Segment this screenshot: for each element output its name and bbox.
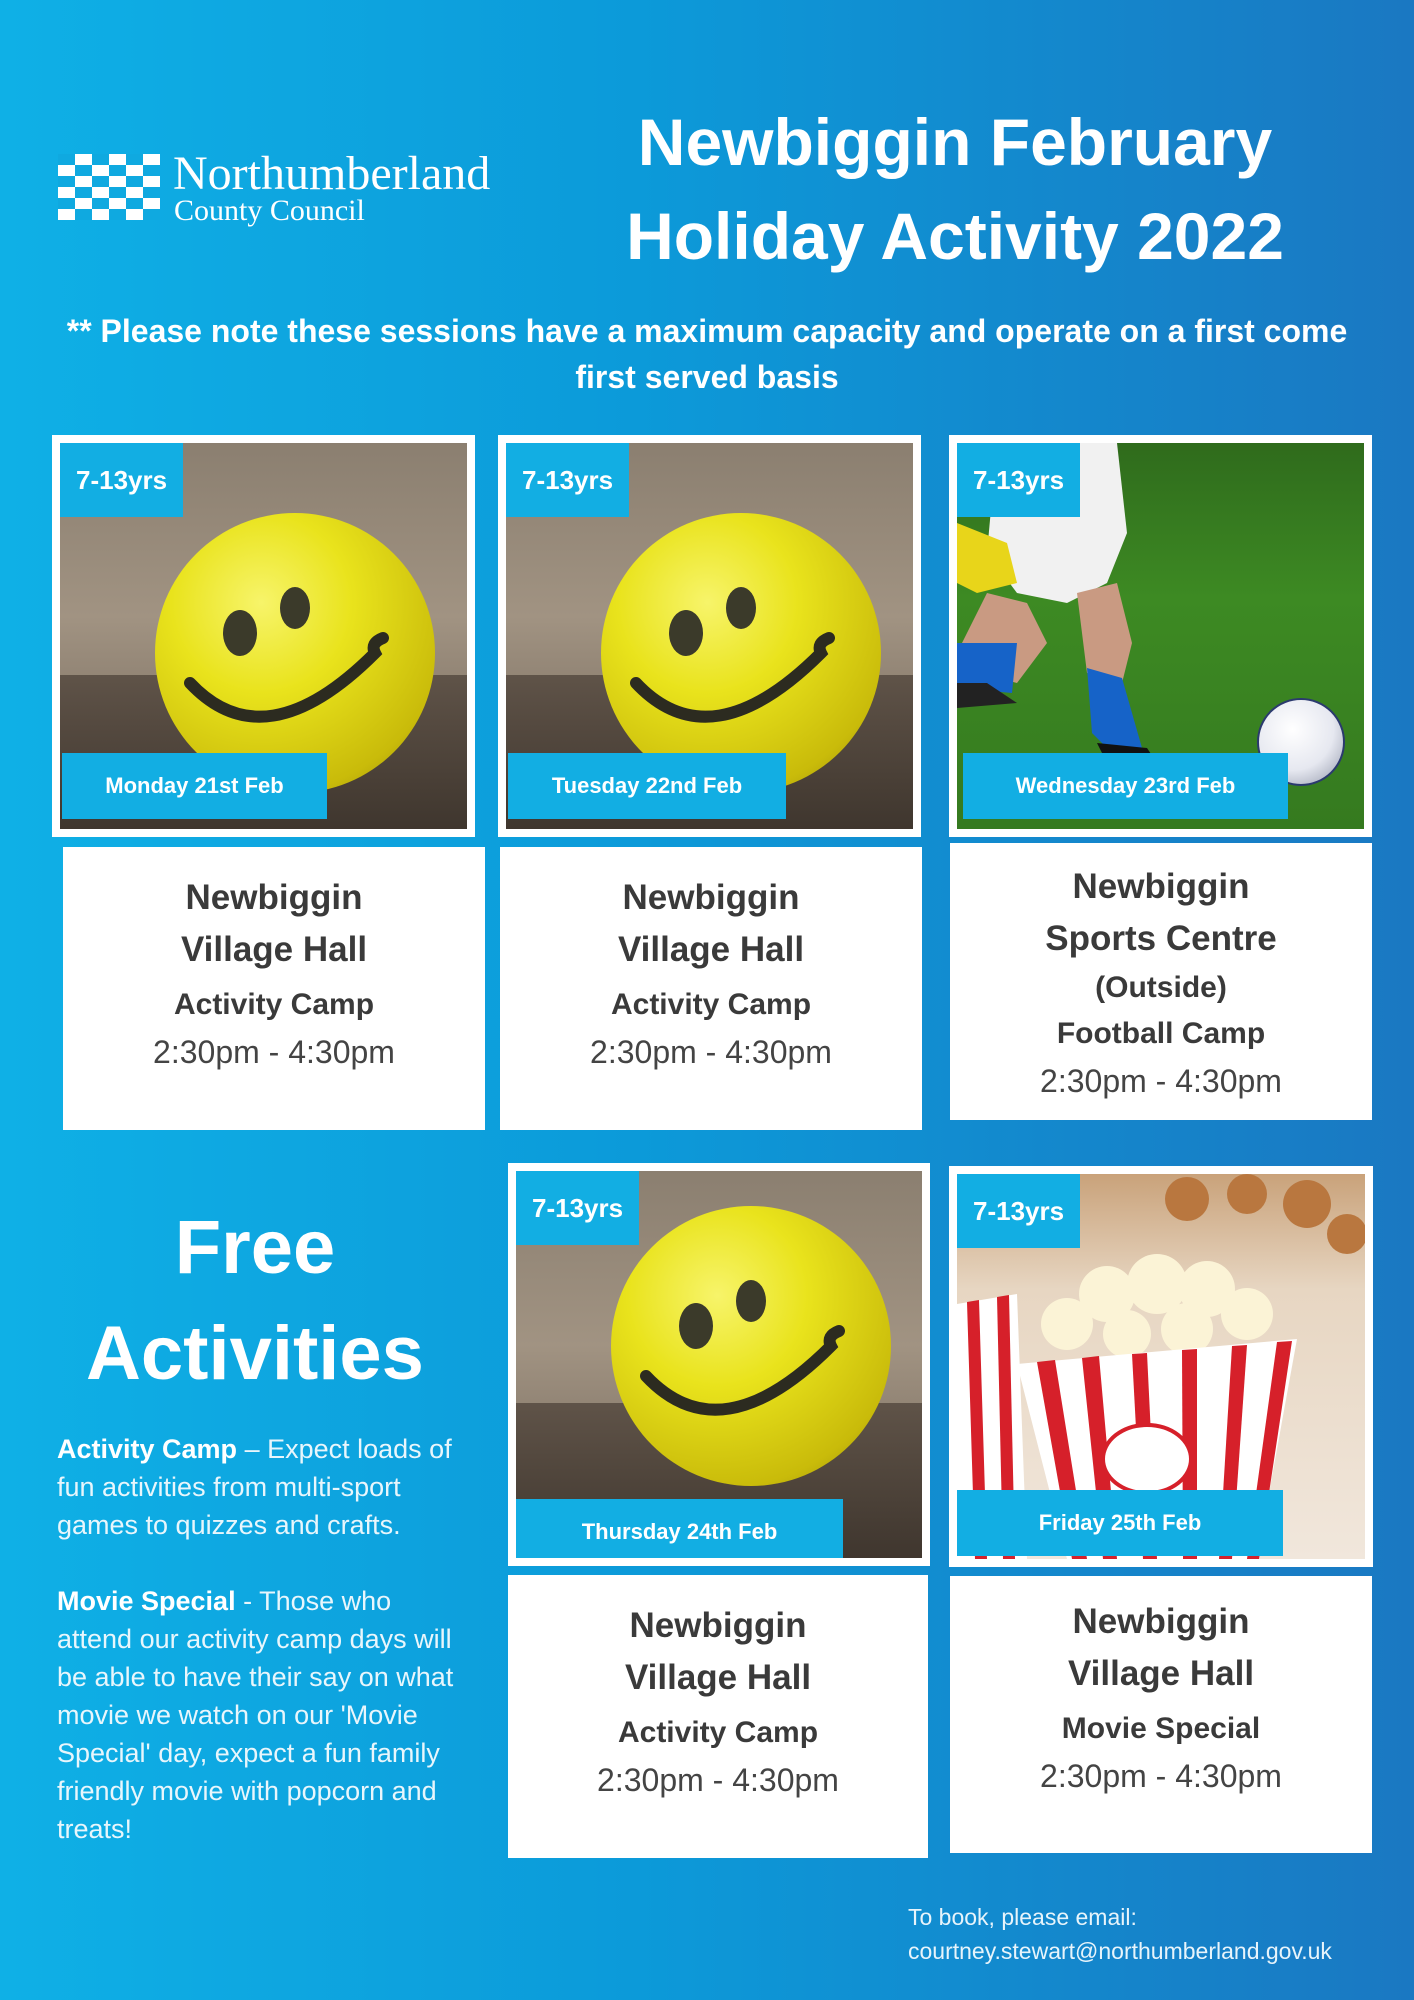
description-text: - Those who attend our activity camp days will be able to have their say on what movie we watch on our 'Movie Special' day, expect a fun family friendly movie with popcorn and treats!	[57, 1586, 454, 1844]
description-label: Activity Camp	[57, 1434, 238, 1464]
age-badge: 7-13yrs	[957, 443, 1080, 517]
session-time: 2:30pm - 4:30pm	[153, 1034, 395, 1070]
logo-name: Northumberland	[173, 147, 491, 200]
venue-line-2: Village Hall	[1067, 1654, 1255, 1693]
session-time: 2:30pm - 4:30pm	[597, 1762, 839, 1798]
activity-name: Activity Camp	[610, 988, 812, 1021]
day-label: Monday 21st Feb	[62, 753, 327, 819]
free-activities-heading	[55, 1195, 455, 1407]
venue-line-2: Village Hall	[180, 930, 368, 969]
event-details-friday	[950, 1576, 1372, 1853]
smiley-face-icon	[601, 513, 881, 793]
venue-line-2: Sports Centre	[1045, 919, 1277, 958]
day-label: Wednesday 23rd Feb	[963, 753, 1288, 819]
venue-line-1: Newbiggin	[622, 878, 800, 917]
event-photo-wednesday	[949, 435, 1372, 837]
event-photo-monday	[52, 435, 475, 837]
session-time: 2:30pm - 4:30pm	[1040, 1758, 1282, 1794]
venue-line-1: Newbiggin	[1072, 1602, 1250, 1641]
event-photo-thursday	[508, 1163, 930, 1566]
activity-name: Activity Camp	[173, 988, 375, 1021]
session-time: 2:30pm - 4:30pm	[1040, 1063, 1282, 1099]
venue-line-2: Village Hall	[617, 930, 805, 969]
age-badge: 7-13yrs	[506, 443, 629, 517]
event-details-monday	[63, 847, 485, 1130]
venue-line-1: Newbiggin	[629, 1606, 807, 1645]
page-title	[570, 95, 1340, 283]
venue-line-1: Newbiggin	[185, 878, 363, 917]
activity-camp-description	[57, 1430, 467, 1544]
event-details-tuesday	[500, 847, 922, 1130]
title-line-1: Newbiggin February	[637, 105, 1273, 179]
capacity-notice: ** Please note these sessions have a maximum capacity and operate on a first come first served basis	[66, 313, 1348, 395]
day-label: Thursday 24th Feb	[516, 1499, 843, 1558]
day-label: Tuesday 22nd Feb	[508, 753, 786, 819]
activity-name: Football Camp	[1056, 1017, 1266, 1050]
age-badge: 7-13yrs	[516, 1171, 639, 1245]
event-details-wednesday	[950, 843, 1372, 1120]
free-line-1: Free	[174, 1205, 336, 1290]
venue-note: (Outside)	[1095, 971, 1227, 1004]
title-line-2: Holiday Activity 2022	[626, 199, 1284, 273]
council-logo	[58, 147, 538, 227]
smiley-face-icon	[155, 513, 435, 793]
booking-email-link[interactable]: courtney.stewart@northumberland.gov.uk	[908, 1938, 1332, 1964]
activity-name: Movie Special	[1061, 1712, 1261, 1745]
session-time: 2:30pm - 4:30pm	[590, 1034, 832, 1070]
event-photo-tuesday	[498, 435, 921, 837]
event-photo-friday	[949, 1166, 1373, 1567]
logo-subtitle: County Council	[174, 194, 365, 227]
age-badge: 7-13yrs	[60, 443, 183, 517]
venue-line-2: Village Hall	[624, 1658, 812, 1697]
free-line-2: Activities	[86, 1311, 424, 1396]
description-text: – Expect loads of fun activities from multi-sport games to quizzes and crafts.	[57, 1434, 452, 1540]
venue-line-1: Newbiggin	[1072, 867, 1250, 906]
age-badge: 7-13yrs	[957, 1174, 1080, 1248]
booking-instruction: To book, please email:	[908, 1904, 1137, 1930]
event-details-thursday	[508, 1575, 928, 1858]
smiley-face-icon	[611, 1206, 891, 1486]
description-label: Movie Special	[57, 1586, 236, 1616]
booking-info	[908, 1900, 1398, 1968]
movie-special-description	[57, 1582, 467, 1848]
day-label: Friday 25th Feb	[957, 1490, 1283, 1556]
castle-crest-icon	[58, 154, 160, 220]
activity-name: Activity Camp	[617, 1716, 819, 1749]
